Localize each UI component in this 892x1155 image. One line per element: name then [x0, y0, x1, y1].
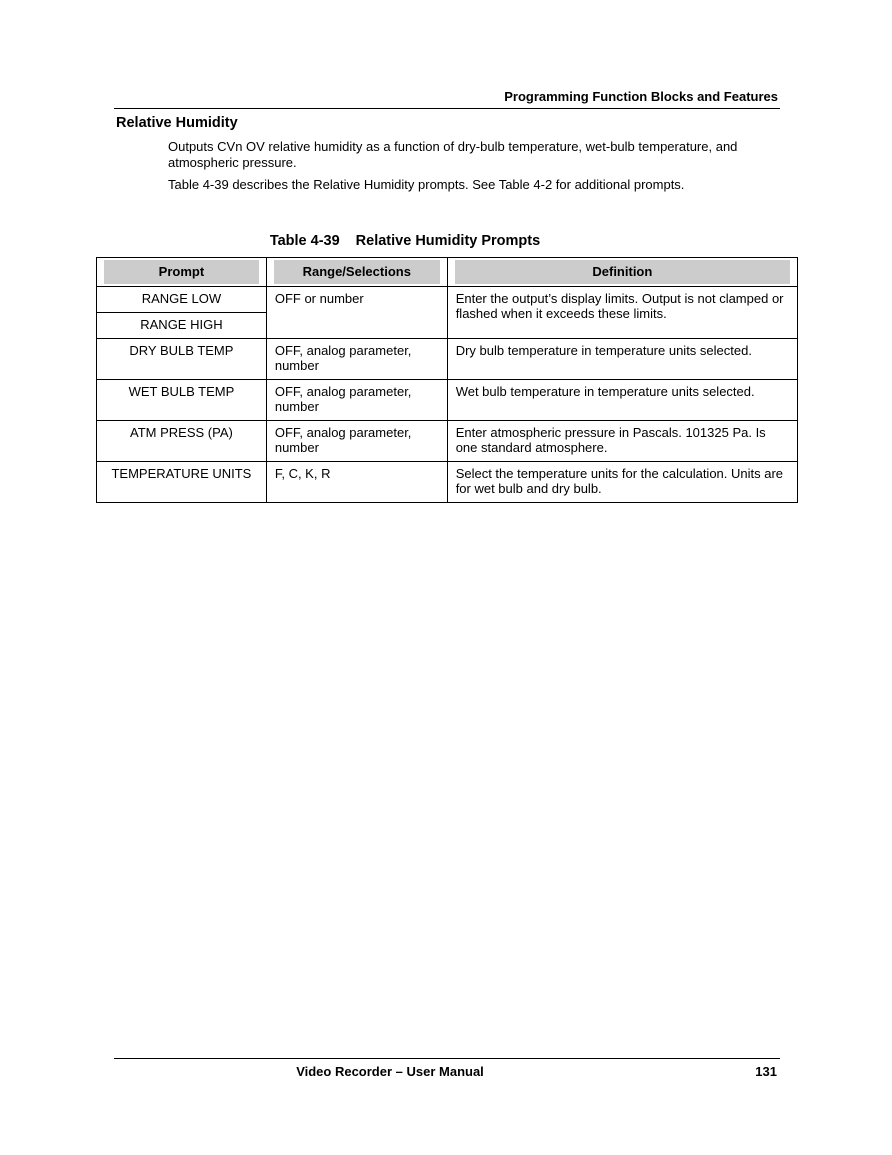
- column-header-definition-label: Definition: [455, 260, 790, 284]
- prompt-cell: RANGE LOW: [97, 287, 267, 313]
- table-caption-number: Table 4-39: [269, 233, 340, 249]
- range-cell: OFF, analog parameter, number: [266, 421, 447, 462]
- table-header-row: [97, 258, 798, 287]
- table-row: [97, 462, 798, 503]
- header-rule: [114, 108, 780, 109]
- prompt-cell: TEMPERATURE UNITS: [97, 462, 267, 503]
- range-cell: OFF or number: [266, 287, 447, 339]
- prompt-cell: ATM PRESS (PA): [97, 421, 267, 462]
- running-header: Programming Function Blocks and Features: [504, 89, 778, 104]
- definition-cell: Wet bulb temperature in temperature units selected.: [447, 380, 797, 421]
- prompt-cell: WET BULB TEMP: [97, 380, 267, 421]
- prompt-cell: RANGE HIGH: [97, 313, 267, 339]
- table-row: [97, 287, 798, 313]
- table-row: [97, 421, 798, 462]
- table-row: [97, 339, 798, 380]
- section-title: Relative Humidity: [116, 115, 238, 131]
- column-header-definition: [447, 258, 797, 287]
- definition-cell: Enter atmospheric pressure in Pascals. 101325 Pa. Is one standard atmosphere.: [447, 421, 797, 462]
- range-cell: OFF, analog parameter, number: [266, 339, 447, 380]
- footer-title: Video Recorder – User Manual: [296, 1064, 484, 1079]
- intro-paragraph: Outputs CVn OV relative humidity as a function of dry-bulb temperature, wet-bulb temperature, and atmospheric pressure.: [168, 139, 738, 170]
- table-reference-paragraph: Table 4-39 describes the Relative Humidity prompts. See Table 4-2 for additional prompts.: [168, 177, 685, 192]
- footer-rule: [114, 1058, 780, 1059]
- page-number: 131: [755, 1064, 777, 1079]
- definition-cell: Select the temperature units for the calculation. Units are for wet bulb and dry bulb.: [447, 462, 797, 503]
- prompt-cell: DRY BULB TEMP: [97, 339, 267, 380]
- table-caption-title: Relative Humidity Prompts: [355, 233, 541, 249]
- definition-cell: Dry bulb temperature in temperature units selected.: [447, 339, 797, 380]
- prompts-table: [96, 257, 798, 503]
- range-cell: OFF, analog parameter, number: [266, 380, 447, 421]
- table-row: [97, 380, 798, 421]
- definition-cell: Enter the output’s display limits. Output is not clamped or flashed when it exceeds these limits.: [447, 287, 797, 339]
- column-header-prompt: [97, 258, 267, 287]
- range-cell: F, C, K, R: [266, 462, 447, 503]
- table-caption: [96, 232, 714, 250]
- column-header-range-label: Range/Selections: [274, 260, 440, 284]
- column-header-range: [266, 258, 447, 287]
- column-header-prompt-label: Prompt: [104, 260, 259, 284]
